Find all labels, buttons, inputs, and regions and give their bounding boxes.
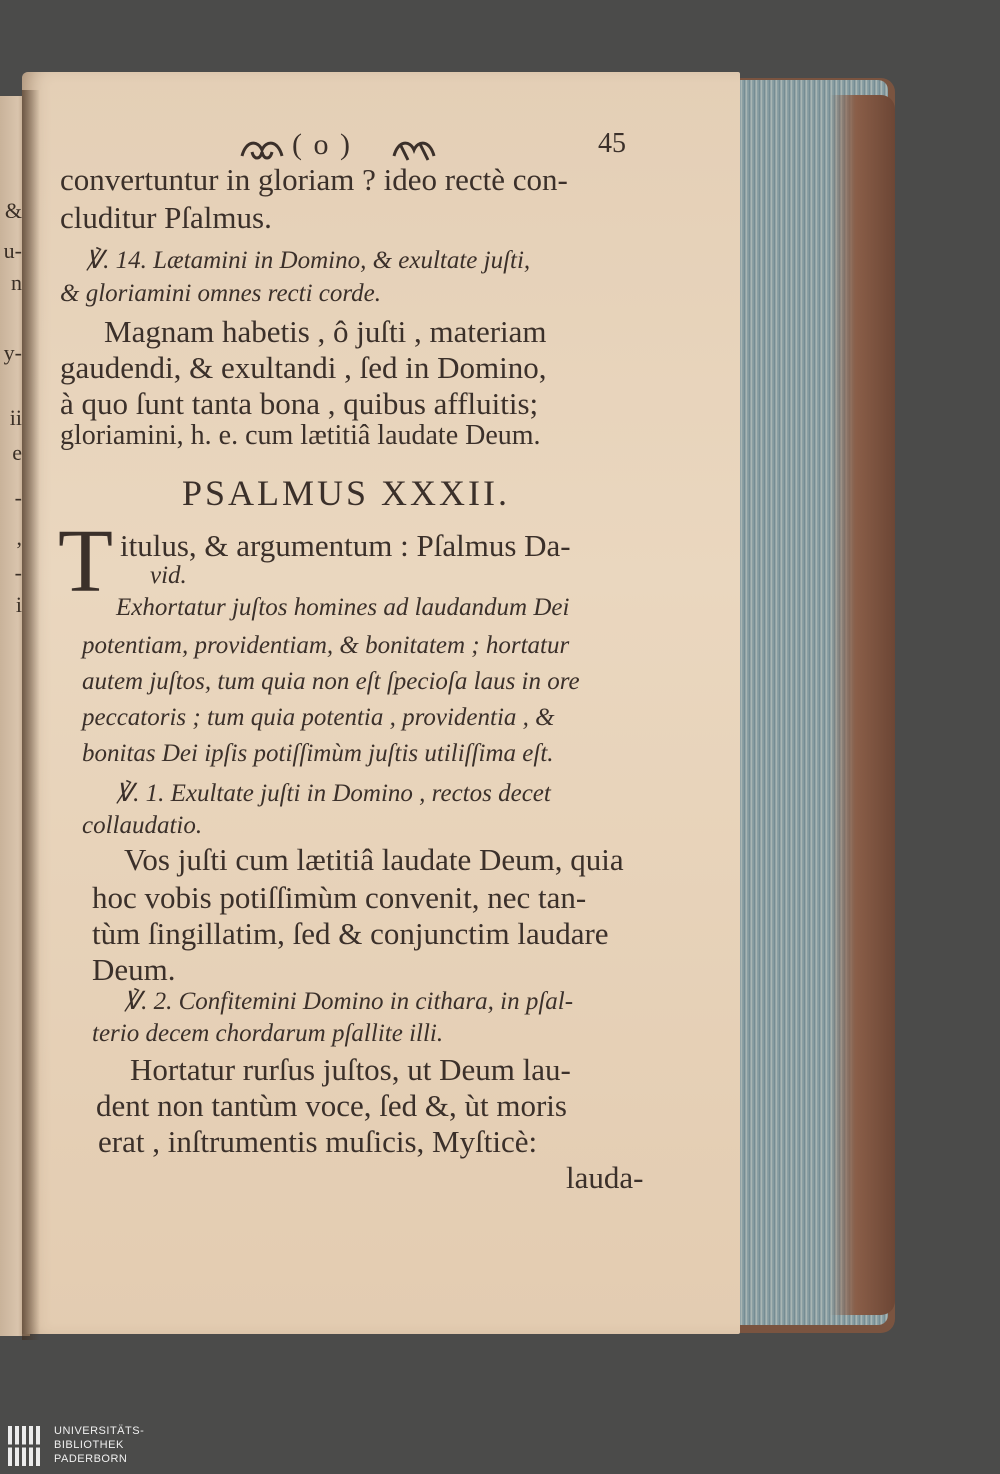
argument-line: peccatoris ; tum quia potentia , providentia , &: [82, 704, 555, 731]
running-header: ( o ): [292, 128, 352, 161]
titulus-line: vid.: [150, 562, 187, 589]
drop-cap: T: [58, 512, 113, 611]
body-line: Deum.: [92, 952, 176, 987]
body-line: convertuntur in gloriam ? ideo rectè con-: [60, 162, 568, 197]
logo-line: BIBLIOTHEK: [54, 1439, 124, 1451]
argument-line: Exhortatur juſtos homines ad laudandum Dei: [116, 594, 570, 621]
body-line: cluditur Pſalmus.: [60, 200, 272, 235]
verse-line: terio decem chordarum pſallite illi.: [92, 1020, 444, 1047]
verse-line: & gloriamini omnes recti corde.: [60, 280, 382, 307]
body-line: gaudendi, & exultandi , ſed in Domino,: [60, 350, 547, 385]
body-line: Hortatur rurſus juſtos, ut Deum lau-: [130, 1052, 571, 1087]
psalm-title: PSALMUS XXXII.: [182, 473, 511, 513]
body-line: Magnam habetis , ô juſti , materiam: [104, 314, 547, 349]
left-fragment: &: [4, 198, 22, 223]
verse-line: ℣. 14. Lætamini in Domino, & exultate juſti,: [86, 247, 531, 274]
body-line: dent non tantùm voce, ſed &, ùt moris: [96, 1088, 567, 1123]
verse-line: ℣. 1. Exultate juſti in Domino , rectos decet: [116, 780, 551, 807]
body-line: erat , inſtrumentis muſicis, Myſticè:: [98, 1124, 538, 1159]
body-line: tùm ſingillatim, ſed & conjunctim laudare: [92, 916, 609, 951]
verse-line: collaudatio.: [82, 812, 203, 839]
left-fragment: ,: [16, 525, 22, 550]
left-fragment: y-: [3, 340, 22, 365]
left-fragment: -: [14, 560, 22, 585]
library-logo-icon: [6, 1424, 46, 1468]
argument-line: potentiam, providentiam, & bonitatem ; hortatur: [82, 632, 570, 659]
body-line: à quo ſunt tanta bona , quibus affluitis;: [60, 386, 539, 421]
titulus-line: itulus, & argumentum : Pſalmus Da-: [120, 528, 571, 563]
cover-edge: [830, 95, 895, 1315]
page-number: 45: [598, 128, 626, 159]
spine-shadow: [22, 90, 40, 1340]
body-line: hoc vobis potiſſimùm convenit, nec tan-: [92, 880, 587, 915]
library-logo: [6, 1422, 146, 1472]
logo-line: UNIVERSITÄTS-: [54, 1425, 145, 1437]
argument-line: bonitas Dei ipſis potiſſimùm juſtis utiliſſima eſt.: [82, 740, 554, 767]
verse-line: ℣. 2. Confitemini Domino in cithara, in pſal-: [124, 988, 574, 1015]
left-fragment: ii: [9, 405, 22, 430]
catchword: lauda-: [566, 1160, 644, 1195]
argument-line: autem juſtos, tum quia non eſt ſpecioſa laus in ore: [82, 668, 580, 695]
left-fragment: e: [12, 440, 22, 465]
left-fragment: -: [14, 485, 22, 510]
left-fragment: u-: [3, 238, 22, 263]
body-line: Vos juſti cum lætitiâ laudate Deum, quia: [124, 842, 624, 877]
logo-line: PADERBORN: [54, 1453, 128, 1465]
left-fragment: i: [15, 592, 22, 617]
body-line: gloriamini, h. e. cum lætitiâ laudate Deum.: [60, 420, 541, 451]
left-fragment: n: [11, 270, 22, 295]
library-logo-text: [54, 1424, 144, 1466]
